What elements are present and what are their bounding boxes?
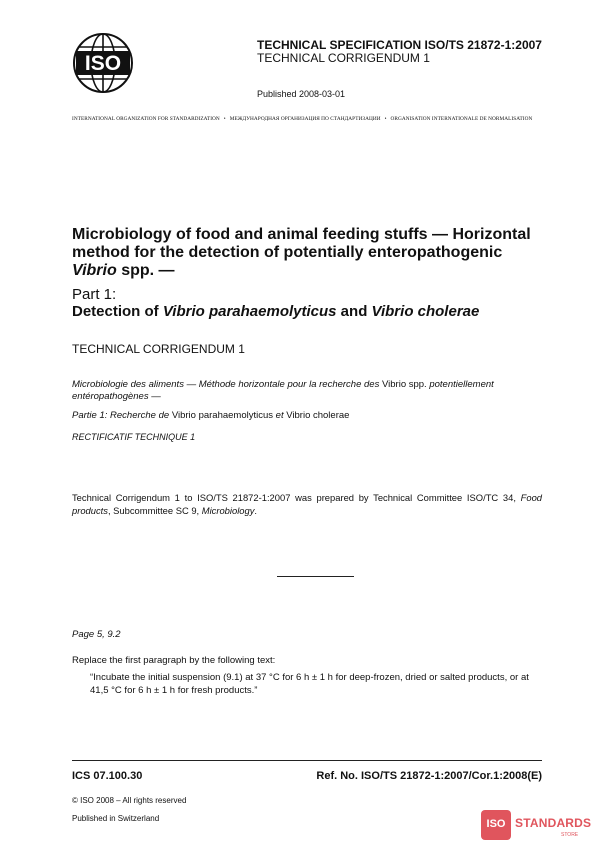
store-text: STANDARDS xyxy=(515,816,592,830)
org-russian: МЕЖДУНАРОДНАЯ ОРГАНИЗАЦИЯ ПО СТАНДАРТИЗАЦИИ xyxy=(229,116,381,122)
part-label: Part 1: xyxy=(72,286,117,303)
copyright: © ISO 2008 – All rights reserved xyxy=(72,796,187,805)
technical-corrigendum-heading: TECHNICAL CORRIGENDUM 1 xyxy=(72,342,245,356)
french-title: Microbiologie des aliments — Méthode horizontale pour la recherche des Vibrio spp. potentiellement entéropathogènes — xyxy=(72,379,494,402)
published-date: Published 2008-03-01 xyxy=(257,89,346,99)
replacement-instruction: Replace the first paragraph by the following text: xyxy=(72,655,276,666)
part-title: Detection of Vibrio parahaemolyticus and Vibrio cholerae xyxy=(72,303,480,320)
preparation-statement: Technical Corrigendum 1 to ISO/TS 21872-1:2007 was prepared by Technical Committee ISO/TC 34, Food products, Subcommittee SC 9, Microbiology. xyxy=(72,492,542,516)
french-corrigendum: RECTIFICATIF TECHNIQUE 1 xyxy=(72,432,196,442)
ics-code: ICS 07.100.30 xyxy=(72,770,143,782)
corrigendum-label: TECHNICAL CORRIGENDUM 1 xyxy=(257,51,430,65)
store-logo-icon: ISO xyxy=(481,810,511,840)
org-english: INTERNATIONAL ORGANIZATION FOR STANDARDIZATION xyxy=(72,116,220,122)
publication-place: Published in Switzerland xyxy=(72,814,160,823)
page-reference: Page 5, 9.2 xyxy=(72,629,121,640)
section-divider xyxy=(277,576,354,577)
iso-logo-icon xyxy=(72,32,134,94)
iso-standards-store-watermark xyxy=(481,810,593,844)
document-type: TECHNICAL SPECIFICATION ISO/TS 21872-1:2007 xyxy=(257,38,542,52)
footer-divider xyxy=(72,760,542,761)
organization-line: INTERNATIONAL ORGANIZATION FOR STANDARDIZATION • МЕЖДУНАРОДНАЯ ОРГАНИЗАЦИЯ ПО СТАНДАРТИЗАЦИИ • ORGANISATION INTERNATIONALE DE NORMALISATION xyxy=(72,116,533,122)
svg-text:ISO: ISO xyxy=(84,52,122,75)
document-title: Microbiology of food and animal feeding stuffs — Horizontal method for the detection of potentially enteropathogenic Vibrio spp. — xyxy=(72,226,531,279)
store-subtext: STORE xyxy=(561,832,579,838)
reference-number: Ref. No. ISO/TS 21872-1:2007/Cor.1:2008(E) xyxy=(316,770,542,782)
french-part-title: Partie 1: Recherche de Vibrio parahaemolyticus et Vibrio cholerae xyxy=(72,410,350,421)
replacement-text: “Incubate the initial suspension (9.1) at 37 °C for 6 h ± 1 h for deep-frozen, dried or salted products, or at 41,5 °C for 6 h ± 1 h for fresh products.” xyxy=(90,672,529,696)
org-french: ORGANISATION INTERNATIONALE DE NORMALISATION xyxy=(390,116,533,122)
